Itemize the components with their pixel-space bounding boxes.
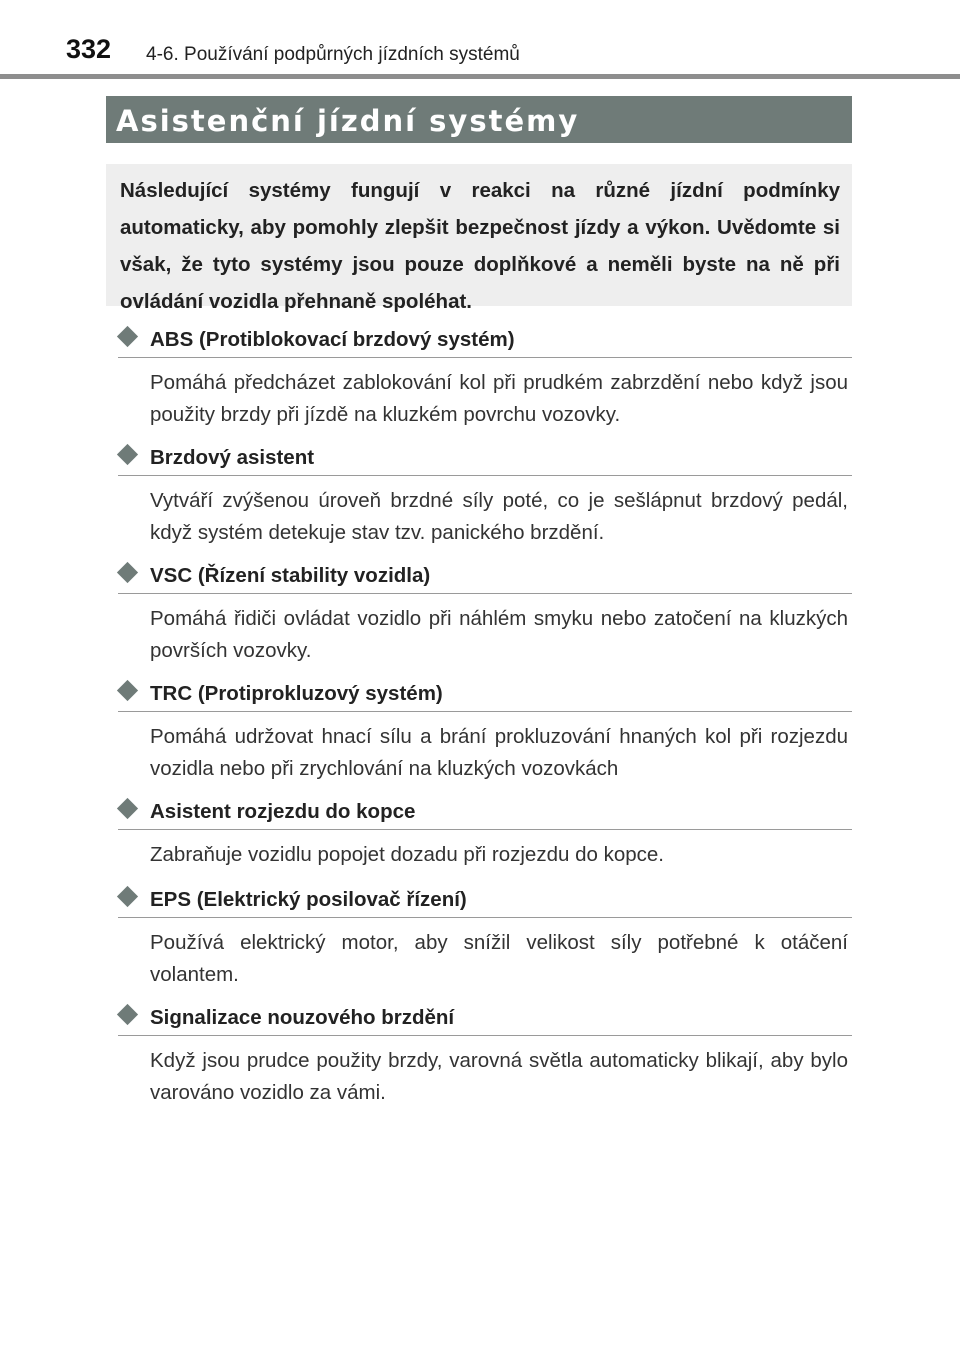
diamond-bullet-icon [117,886,138,907]
list-item [118,440,852,558]
intro-text: Následující systémy fungují v reakci na různé jízdní podmínky automaticky, aby pomohly zlepšit bezpečnost jízdy a výkon. Uvědomte si však, že tyto systémy jsou pouze doplňkové a neměli byste na ně při ovládání vozidla přehnaně spoléhat. [120,179,840,313]
item-description: Pomáhá udržovat hnací sílu a brání prokluzování hnaných kol při rozjezdu vozidla nebo při zrychlování na kluzkých vozovkách [150,725,848,780]
item-heading [118,794,852,830]
item-title: ABS (Protiblokovací brzdový systém) [150,328,515,351]
list-item [118,1000,852,1118]
list-item [118,676,852,794]
item-title: Signalizace nouzového brzdění [150,1006,455,1029]
header-divider [0,74,960,79]
intro-box [106,164,852,313]
item-description: Zabraňuje vozidlu popojet dozadu při rozjezdu do kopce. [150,843,664,866]
list-item [118,558,852,676]
item-heading [118,882,852,918]
item-description: Když jsou prudce použity brzdy, varovná světla automaticky blikají, aby bylo varováno vozidlo za vámi. [150,1049,848,1104]
page-number: 332 [66,34,112,64]
item-description: Pomáhá řidiči ovládat vozidlo při náhlém smyku nebo zatočení na kluzkých površích vozovky. [150,607,848,662]
item-heading [118,1000,852,1036]
list-item [118,794,852,882]
item-heading [118,676,852,712]
diamond-bullet-icon [117,326,138,347]
item-heading [118,558,852,594]
diamond-bullet-icon [117,680,138,701]
item-description: Vytváří zvýšenou úroveň brzdné síly poté, co je sešlápnut brzdový pedál, když systém detekuje stav tzv. panického brzdění. [150,489,848,544]
list-item [118,322,852,440]
system-list [118,322,852,1118]
section-title: Asistenční jízdní systémy [116,104,580,138]
item-heading [118,322,852,358]
item-title: VSC (Řízení stability vozidla) [150,564,431,587]
item-description: Pomáhá předcházet zablokování kol při prudkém zabrzdění nebo když jsou použity brzdy při jízdě na kluzkém povrchu vozovky. [150,371,848,426]
diamond-bullet-icon [117,1004,138,1025]
item-description: Používá elektrický motor, aby snížil velikost síly potřebné k otáčení volantem. [150,931,848,986]
diamond-bullet-icon [117,562,138,583]
item-title: TRC (Protiprokluzový systém) [150,682,443,705]
list-item [118,882,852,1000]
item-heading [118,440,852,476]
chapter-title: 4-6. Používání podpůrných jízdních systémů [146,44,520,65]
diamond-bullet-icon [117,444,138,465]
item-title: EPS (Elektrický posilovač řízení) [150,888,467,911]
item-title: Brzdový asistent [150,446,315,469]
section-banner [106,96,852,143]
diamond-bullet-icon [117,798,138,819]
item-title: Asistent rozjezdu do kopce [150,800,416,823]
